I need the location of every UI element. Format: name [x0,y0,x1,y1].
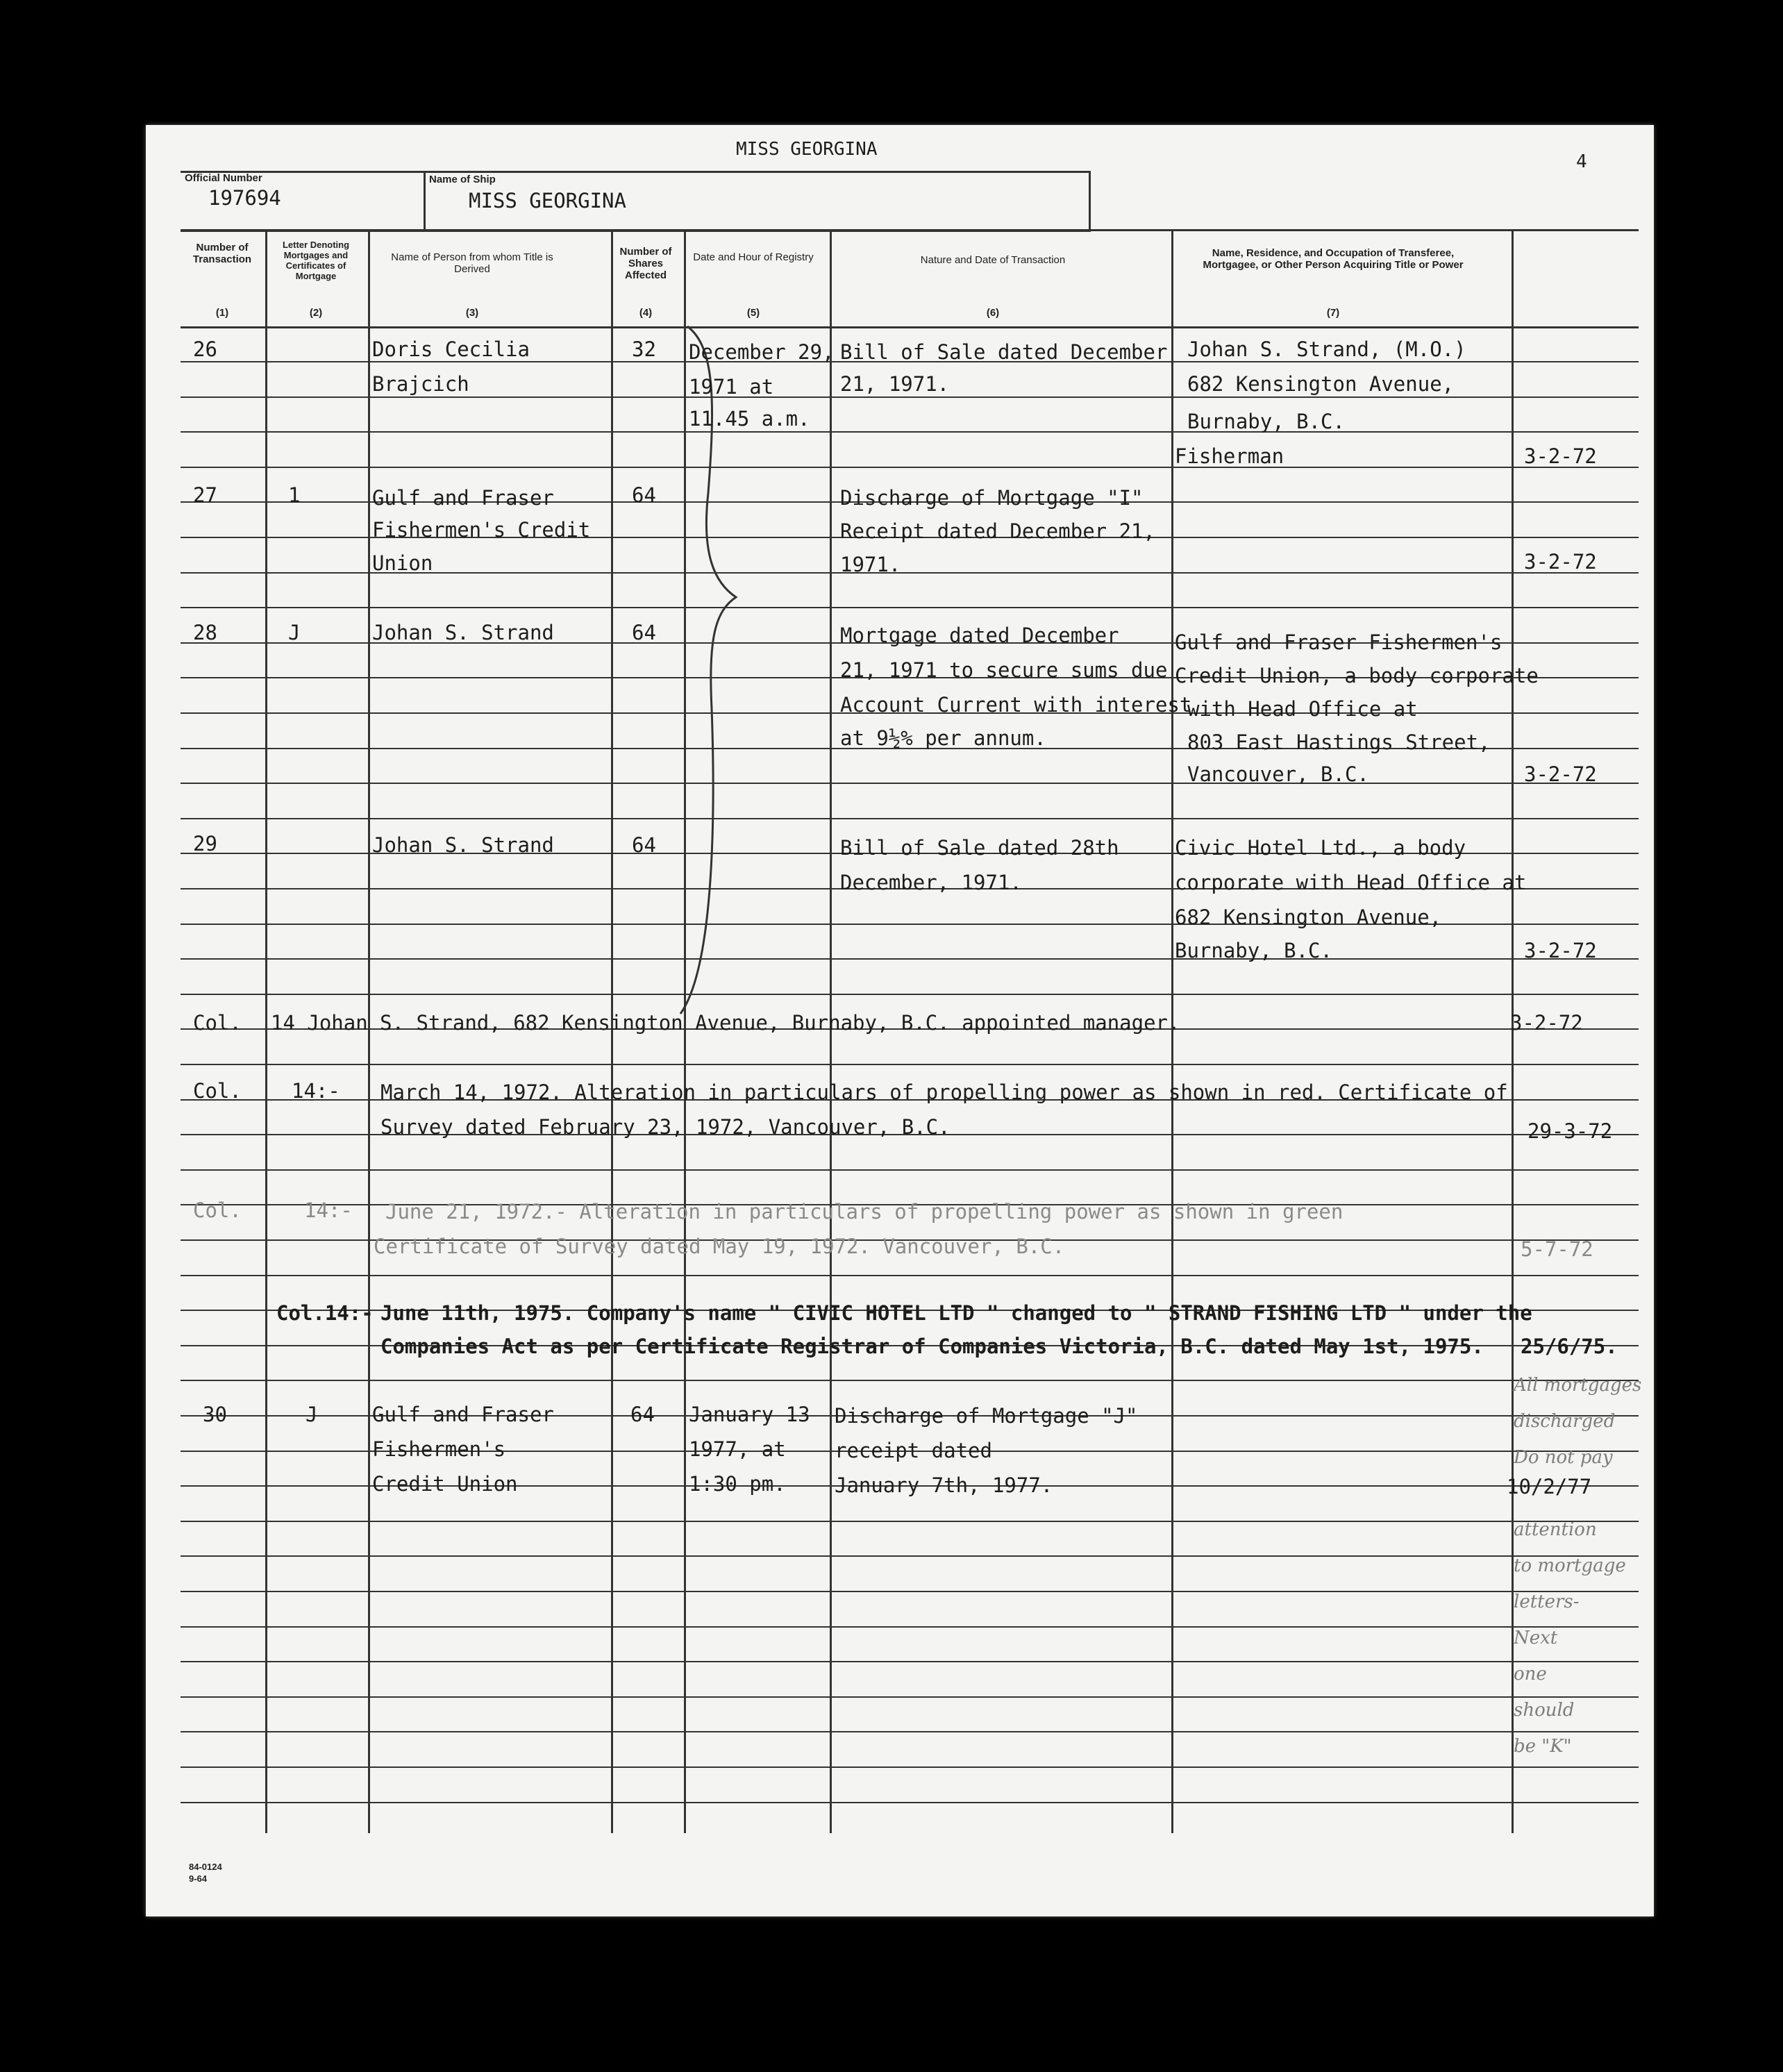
table-top-rule [181,229,1639,231]
entry-29-reg-date: 3-2-72 [1524,939,1597,962]
register-page [146,125,1654,1916]
entry-26-transferee-4: Fisherman [1175,444,1284,468]
entry-30-date-1: January 13 [689,1403,810,1426]
entry-28-transferee-5: Vancouver, B.C. [1187,762,1369,786]
col1-number: (1) [215,307,229,319]
ruled-line [181,1731,1639,1732]
ruled-line [181,1380,1639,1381]
entry-30-nature-2: receipt dated [835,1439,992,1462]
col6-heading: Nature and Date of Transaction [920,254,1066,266]
entry-30-from-3: Credit Union [372,1472,518,1496]
entry-28-transferee-1: Gulf and Fraser Fishermen's [1175,630,1502,654]
entry-27-shares: 64 [632,483,656,507]
col6-number: (6) [986,307,1000,319]
entry-30-nature-1: Discharge of Mortgage "J" [835,1404,1138,1428]
entry-26-date-3: 11.45 a.m. [689,407,810,431]
entry-28-shares: 64 [632,621,656,644]
entry-27-number: 27 [193,483,217,507]
entry-28-letter: J [288,621,301,644]
ruled-line [181,1696,1639,1698]
ruled-line [181,467,1639,468]
entry-26-transferee-2: 682 Kensington Avenue, [1187,372,1455,396]
ruled-line [181,1521,1639,1522]
note-2-line-2: Survey dated February 23, 1972, Vancouver, B.C. [380,1115,951,1139]
entry-28-nature-1: Mortgage dated December [840,624,1119,647]
col4-heading: Number of Shares Affected [619,246,672,281]
col-divider-1 [265,229,267,1833]
ruled-line [181,1555,1639,1557]
col2-number: (2) [309,307,323,319]
entry-30-shares: 64 [630,1403,655,1426]
entry-29-number: 29 [193,832,217,855]
entry-30-number: 30 [203,1403,227,1426]
entry-26-date-1: December 29, [689,340,835,364]
col7-number: (7) [1326,307,1340,319]
ruled-line [181,818,1639,819]
entry-29-transferee-2: corporate with Head Office at [1175,871,1527,894]
entry-28-transferee-3: with Head Office at [1187,697,1418,721]
ruled-line [181,1661,1639,1662]
entry-27-reg-date: 3-2-72 [1524,550,1597,574]
margin-note-line: one [1514,1664,1547,1685]
entry-27-nature-2: Receipt dated December 21, [840,519,1155,543]
entry-26-transferee-1: Johan S. Strand, (M.O.) [1187,337,1466,361]
entry-28-reg-date: 3-2-72 [1524,762,1597,786]
margin-note-line: should [1514,1700,1575,1721]
note-4-line-2: Companies Act as per Certificate Registrar of Companies Victoria, B.C. dated May 1st, 1975. [380,1335,1484,1358]
col1-heading: Number of Transaction [192,242,252,265]
entry-28-transferee-4: 803 East Hastings Street, [1187,730,1491,754]
entry-26-from-1: Doris Cecilia [372,337,530,361]
margin-note-line: discharged [1514,1411,1616,1432]
entry-30-nature-3: January 7th, 1977. [835,1473,1053,1497]
margin-note-line: All mortgages [1514,1375,1642,1396]
margin-note-line: letters- [1514,1591,1580,1612]
margin-note-line: to mortgage [1514,1555,1626,1576]
entry-26-transferee-3: Burnaby, B.C. [1187,410,1345,433]
entry-29-nature-2: December, 1971. [840,871,1022,894]
ship-header: MISS GEORGINA [736,139,878,160]
entry-29-transferee-3: 682 Kensington Avenue, [1175,905,1442,929]
note-1-text: 14 Johan S. Strand, 682 Kensington Avenue, Burnaby, B.C. appointed manager. [271,1011,1180,1035]
ship-name: MISS GEORGINA [469,189,626,212]
note-2-reg-date: 29-3-72 [1527,1119,1613,1143]
ruled-line [181,431,1639,433]
entry-30-from-1: Gulf and Fraser [372,1403,554,1426]
col5-heading: Date and Hour of Registry [693,251,814,263]
col3-heading: Name of Person from whom Title is Derived [391,251,553,275]
entry-29-transferee-4: Burnaby, B.C. [1175,939,1332,962]
entry-30-reg-date: 10/2/77 [1507,1475,1592,1498]
ruled-line [181,396,1639,398]
note-4-reg-date: 25/6/75. [1521,1335,1618,1358]
entry-30-date-3: 1:30 pm. [689,1472,786,1496]
entry-26-nature-2: 21, 1971. [840,372,950,396]
col2-heading: Letter Denoting Mortgages and Certificates of Mortgage [282,240,350,281]
ruled-line [181,1802,1639,1803]
ruled-line [181,1064,1639,1065]
ruled-line [181,1591,1639,1592]
entry-30-from-2: Fishermen's [372,1437,506,1461]
margin-note-line: be "K" [1514,1736,1572,1757]
note-4-line-1: June 11th, 1975. Company's name " CIVIC HOTEL LTD " changed to " STRAND FISHING LTD " under the [380,1301,1532,1325]
entry-29-shares: 64 [632,833,656,857]
note-3-ref: 14:- [304,1198,353,1222]
note-2-line-1: March 14, 1972. Alteration in particulars of propelling power as shown in red. Certificate of [380,1080,1508,1104]
ruled-line [181,1626,1639,1628]
note-3-line-1: June 21, 1972.- Alteration in particulars of propelling power as shown in green [385,1200,1343,1223]
note-3-reg-date: 5-7-72 [1521,1237,1593,1261]
entry-28-nature-4: at 9½% per annum. [840,726,1046,750]
ruled-line [181,783,1639,784]
entry-29-nature-1: Bill of Sale dated 28th [840,836,1119,860]
entry-28-nature-3: Account Current with interest [840,693,1192,717]
margin-note-line: attention [1514,1519,1597,1540]
note-1-reg-date: 3-2-72 [1510,1011,1583,1035]
entry-27-nature-3: 1971. [840,553,901,576]
entry-26-shares: 32 [632,337,656,361]
official-number: 197694 [208,186,281,210]
form-number-date: 9-64 [189,1873,208,1884]
col3-number: (3) [465,307,479,319]
entry-26-reg-date: 3-2-72 [1524,444,1597,468]
ruled-line [181,1275,1639,1276]
note-3-col: Col. [193,1198,242,1222]
entry-28-from-1: Johan S. Strand [372,621,554,644]
margin-note-line: Next [1514,1628,1558,1648]
entry-26-from-2: Brajcich [372,372,469,396]
entry-29-from-1: Johan S. Strand [372,833,554,857]
col7-heading: Name, Residence, and Occupation of Transferee, Mortgagee, or Other Person Acquiring Title or Power [1203,247,1464,271]
page-number: 4 [1576,151,1587,172]
note-1-col: Col. [193,1011,242,1035]
entry-28-transferee-2: Credit Union, a body corporate [1175,664,1539,687]
col4-number: (4) [639,307,653,319]
entry-27-from-2: Fishermen's Credit [372,518,591,542]
ruled-line [181,958,1639,960]
ruled-line [181,1169,1639,1171]
note-2-col: Col. [193,1079,242,1103]
entry-26-number: 26 [193,337,217,361]
ruled-line [181,326,1639,328]
entry-30-date-2: 1977, at [689,1437,786,1461]
ruled-line [181,607,1639,608]
ruled-line [181,994,1639,995]
entry-27-nature-1: Discharge of Mortgage "I" [840,486,1144,510]
entry-26-nature-1: Bill of Sale dated December [840,340,1168,364]
entry-28-nature-2: 21, 1971 to secure sums due [840,658,1168,682]
ship-name-label: Name of Ship [429,174,496,185]
entry-27-letter: 1 [288,483,301,507]
form-number-code: 84-0124 [189,1862,222,1872]
official-number-label: Official Number [185,172,262,184]
margin-note-line: Do not pay [1514,1447,1613,1468]
note-4-ref: Col.14:- [276,1301,374,1325]
entry-29-transferee-1: Civic Hotel Ltd., a body [1175,836,1466,860]
entry-27-from-1: Gulf and Fraser [372,486,554,510]
note-3-line-2: Certificate of Survey dated May 19, 1972. Vancouver, B.C. [374,1235,1065,1258]
form-number [189,1861,222,1885]
entry-28-number: 28 [193,621,217,644]
entry-27-from-3: Union [372,551,433,575]
entry-30-letter: J [305,1403,318,1426]
handwritten-margin-note [1514,1375,1646,1772]
entry-26-date-2: 1971 at [689,375,774,399]
ruled-line [181,1766,1639,1768]
note-2-ref: 14:- [292,1079,340,1103]
col5-number: (5) [746,307,760,319]
